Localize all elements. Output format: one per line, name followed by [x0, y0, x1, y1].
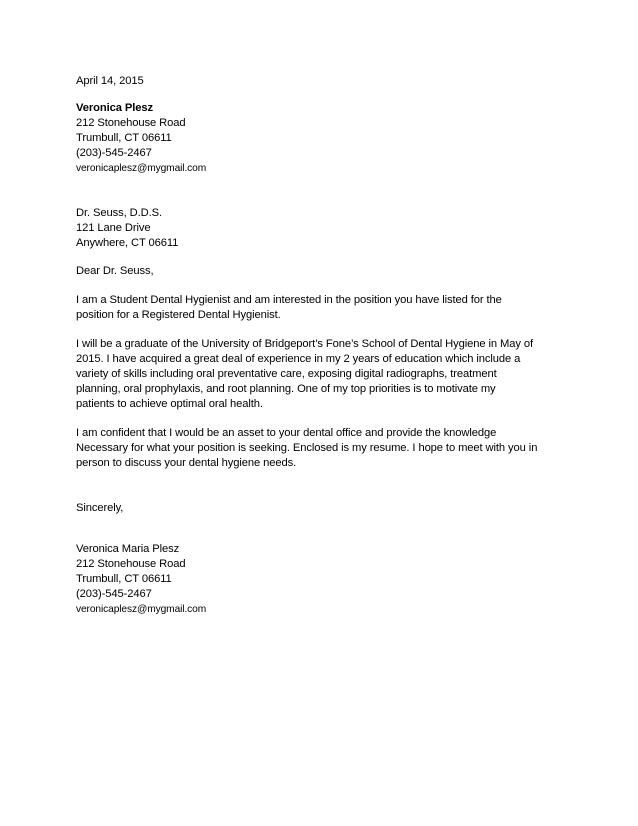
signature-email: veronicaplesz@mygmail.com	[76, 604, 207, 615]
spacer	[76, 251, 576, 264]
paragraph-line: I will be a graduate of the University of Bridgeport’s Fone’s School of Dental Hygiene in May of	[76, 338, 534, 350]
spacer	[76, 323, 576, 337]
spacer	[76, 516, 576, 542]
salutation: Dear Dr. Seuss,	[76, 265, 154, 277]
paragraph-line: I am a Student Dental Hygienist and am interested in the position you have listed for the	[76, 294, 502, 306]
recipient-name: Dr. Seuss, D.D.S.	[76, 207, 162, 219]
paragraph-line: Necessary for what your position is seeking. Enclosed is my resume. I hope to meet with you in	[76, 442, 538, 454]
paragraph-line: position for a Registered Dental Hygienist.	[76, 309, 281, 321]
signature-block	[76, 542, 576, 617]
spacer	[76, 176, 576, 206]
paragraph-line: 2015. I have acquired a great deal of experience in my 2 years of education which include a	[76, 353, 521, 365]
paragraph-2	[76, 337, 576, 412]
paragraph-line: I am confident that I would be an asset to your dental office and provide the knowledge	[76, 427, 497, 439]
sender-street: 212 Stonehouse Road	[76, 117, 186, 129]
cover-letter	[76, 74, 576, 617]
paragraph-line: patients to achieve optimal oral health.	[76, 398, 263, 410]
spacer	[76, 279, 576, 293]
recipient-city: Anywhere, CT 06611	[76, 237, 179, 249]
spacer	[76, 89, 576, 101]
spacer	[76, 471, 576, 501]
paragraph-line: planning, oral prophylaxis, and root planning. One of my top priorities is to motivate my	[76, 383, 496, 395]
paragraph-3	[76, 426, 576, 471]
recipient-street: 121 Lane Drive	[76, 222, 151, 234]
sender-city: Trumbull, CT 06611	[76, 132, 172, 144]
paragraph-line: variety of skills including oral preventative care, exposing digital radiographs, treatment	[76, 368, 497, 380]
sender-name: Veronica Plesz	[76, 102, 153, 114]
spacer	[76, 412, 576, 426]
letter-date: April 14, 2015	[76, 75, 144, 87]
signature-street: 212 Stonehouse Road	[76, 558, 186, 570]
paragraph-line: person to discuss your dental hygiene needs.	[76, 457, 297, 469]
signature-phone: (203)-545-2467	[76, 588, 152, 600]
sender-address-block	[76, 101, 576, 176]
sender-phone: (203)-545-2467	[76, 147, 152, 159]
signature-city: Trumbull, CT 06611	[76, 573, 172, 585]
sender-email: veronicaplesz@mygmail.com	[76, 163, 207, 174]
paragraph-1	[76, 293, 576, 323]
closing: Sincerely,	[76, 502, 124, 514]
recipient-address-block	[76, 206, 576, 251]
signature-name: Veronica Maria Plesz	[76, 543, 180, 555]
